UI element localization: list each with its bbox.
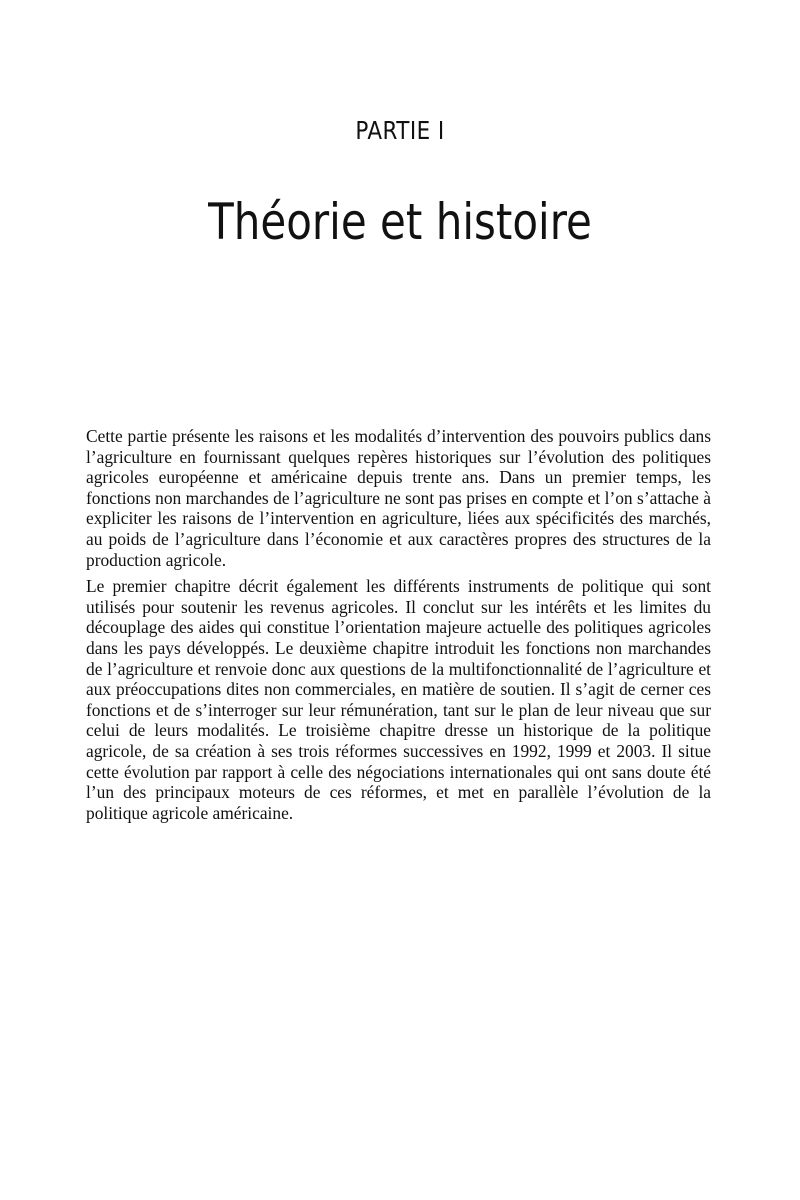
part-label: PARTIE I [355, 116, 445, 145]
introduction-text [86, 426, 711, 829]
paragraph-1: Cette partie présente les raisons et les modalités d’intervention des pouvoirs publics dans l’agriculture en fournissant quelques repères historiques sur l’évolution des politiques agricoles européenne et américaine depuis trente ans. Dans un premier temps, les fonctions non marchandes de l’agriculture ne sont pas prises en compte et l’on s’attache à expliciter les raisons de l’intervention en agriculture, liées aux spécificités des marchés, au poids de l’agriculture dans l’économie et aux caractères propres des structures de la production agricole. [86, 426, 711, 570]
part-title: Théorie et histoire [208, 193, 592, 251]
paragraph-2: Le premier chapitre décrit également les différents instruments de politique qui sont utilisés pour soutenir les revenus agricoles. Il conclut sur les intérêts et les limites du découplage des aides qui constitue l’orientation majeure actuelle des politiques agricoles dans les pays développés. Le deuxième chapitre introduit les fonctions non marchandes de l’agriculture et renvoie donc aux questions de la multifonctionnalité de l’agriculture et aux préoccupations dites non commerciales, en matière de soutien. Il s’agit de cerner ces fonctions et de s’interroger sur leur rémunération, tant sur le plan de leur niveau que sur celui de leurs modalités. Le troisième chapitre dresse un historique de la politique agricole, de sa création à ses trois réformes successives en 1992, 1999 et 2003. Il situe cette évolution par rapport à celle des négociations internationales qui ont sans doute été l’un des principaux moteurs de ces réformes, et met en parallèle l’évolution de la politique agricole américaine. [86, 576, 711, 823]
